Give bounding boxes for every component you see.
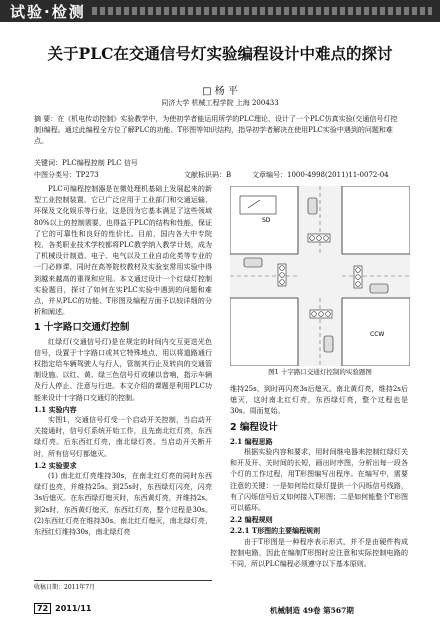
header-decoration bbox=[92, 7, 432, 15]
section-label: 试验·检测 bbox=[10, 3, 86, 21]
subsection-heading: 1.2 实验要求 bbox=[34, 460, 77, 470]
abstract: 摘 要：在《机电传动控制》实验教学中，为使初学者能运用所学的PLC理论，设计了一个PLC仿真实验(交通信号灯控制)编程。通过此编程全方位了解PLC的功能、T形图等知识结构，指导初学者解决在使用PLC实验中遇到的问题和难点。 bbox=[34, 115, 398, 145]
page-box: 72 bbox=[34, 603, 51, 614]
section-header bbox=[0, 0, 440, 22]
section-heading: 2 编程设计 bbox=[230, 421, 278, 433]
author: □ 杨 平 bbox=[202, 86, 238, 97]
paragraph: 红绿灯(交通信号灯)是在规定的时间内交互更迭光色信号，设置于十字路口或其它特殊地点，用以将道路通行权指定给车辆驾驶人与行人，管制其行止及转向的交通管制设施。以红、黄、绿三色信号灯或辅以音响，指示车辆及行人停止、注意与行进。本文介绍的课题是利用PLC功能来设计十字路口交通灯的控制。 bbox=[34, 337, 212, 402]
traffic-light-north bbox=[308, 234, 330, 242]
traffic-intersection-figure bbox=[230, 186, 410, 366]
keywords: 关键词：PLC编程控制 PLC 信号 bbox=[34, 159, 138, 167]
section-heading: 1 十字路口交通灯控制 bbox=[34, 322, 130, 334]
subsubsection-heading: 2.2.1 T形图的主要编程规则 bbox=[230, 526, 321, 536]
page-number bbox=[34, 603, 91, 614]
traffic-light-east bbox=[354, 266, 362, 288]
paragraph: 根据实验内容和要求，用时间继电器来控制红绿灯关和开及开、关时间的长短，画出时序图，分析出每一段各个灯的工作过程，用T形图编写出程序。在编写中，需要注意的关键：一是如何给红绿灯提供一个闪烁信号线路，有了闪烁信号后又如何接入T形图；二是如何能整个T形图可以循环。 bbox=[230, 448, 408, 513]
right-column bbox=[230, 384, 408, 570]
subsection-heading: 1.1 实验内容 bbox=[34, 404, 77, 414]
traffic-light-west bbox=[278, 264, 286, 286]
subsection-heading: 2.1 编程思路 bbox=[230, 436, 273, 446]
issue-date: 2011/11 bbox=[55, 604, 92, 613]
switch-label: SD bbox=[262, 217, 271, 224]
paragraph: 实图1，交通信号灯受一个启动开关控制，当启动开关接通时，信号灯系统开始工作，且先南北红灯亮，东西绿灯亮。后东西红灯亮，南北绿灯亮。当启动开关断开时，所有信号灯都熄灭。 bbox=[34, 416, 212, 458]
figure-caption: 图1 十字路口交通灯控制的实验题图 bbox=[268, 368, 372, 376]
subsection-heading: 2.2 编程规则 bbox=[230, 515, 273, 525]
doc-code: 文献标识码：B bbox=[184, 171, 232, 179]
paragraph: (1) 南北红灯亮维持30s，在南北红灯亮的同时东西绿灯也亮，并维持25s。到25s时，东西绿灯闪亮，闪亮3s后熄灭。在东西绿灯熄灭时，东西黄灯亮，并维持2s。到2s时，东西黄灯熄灭，东西红灯亮，整个过程是30s。(2)东西红灯亮在维持30s。南北红灯熄灭，南北绿灯亮，东西红灯维持30s，南北绿灯亮 bbox=[34, 472, 212, 537]
paragraph: 由于T形图是一种程序表示形式，并不是由硬件构成控制电路，因此在编制T形图时应注意和实际控制电路的不同，所以PLC编程必须遵守以下基本原则。 bbox=[230, 537, 408, 569]
footnote: 收稿日期：2011年7月 bbox=[34, 580, 212, 591]
paper-title: 关于PLC在交通信号灯实验编程设计中难点的探讨 bbox=[47, 44, 393, 63]
left-column bbox=[34, 184, 212, 538]
ccw-label: CCW bbox=[370, 331, 385, 338]
traffic-light-south bbox=[310, 310, 332, 318]
journal-name: 机械制造 49卷 第567期 bbox=[270, 606, 354, 615]
article-code: 文章编号：1000-4998(2011)11-0072-04 bbox=[252, 171, 389, 179]
paragraph: PLC可编程控制器是在微处理机基础上发展起来的新型工业控制装置，它已广泛应用于工业部门和交通运输、环保及文化娱乐等行业，这是因为它基本满足了这些领域80%以上的控制需要，也得益于PLC的结构和性能，保证了它的可靠性和良好的性价比。目前，国内各大中专院校、各类职业技术学校都将PLC教学纳入教学计划，成为了机械设计制造、电子、电气以及工业自动化类等专业的一门必修课，同时在高等院校教材及实验室常用实验中得到越来越高的重视和应用。本文通过设计一个红绿灯控制实验题目，探讨了如何在实PLC实验中遇到的问题和难点，并从PLC的功能、T形图及编程方面予以较详细的分析和阐述。 bbox=[34, 185, 212, 317]
affiliation: 同济大学 机械工程学院 上海 200433 bbox=[161, 99, 279, 107]
paragraph: 维持25s，到时再闪亮3s后熄灭。南北黄灯亮，维持2s后熄灭，这时南北红灯亮，东西绿灯亮，整个过程也是30s。周而复始。 bbox=[230, 385, 408, 416]
clc-code: 中图分类号：TP273 bbox=[34, 171, 99, 179]
